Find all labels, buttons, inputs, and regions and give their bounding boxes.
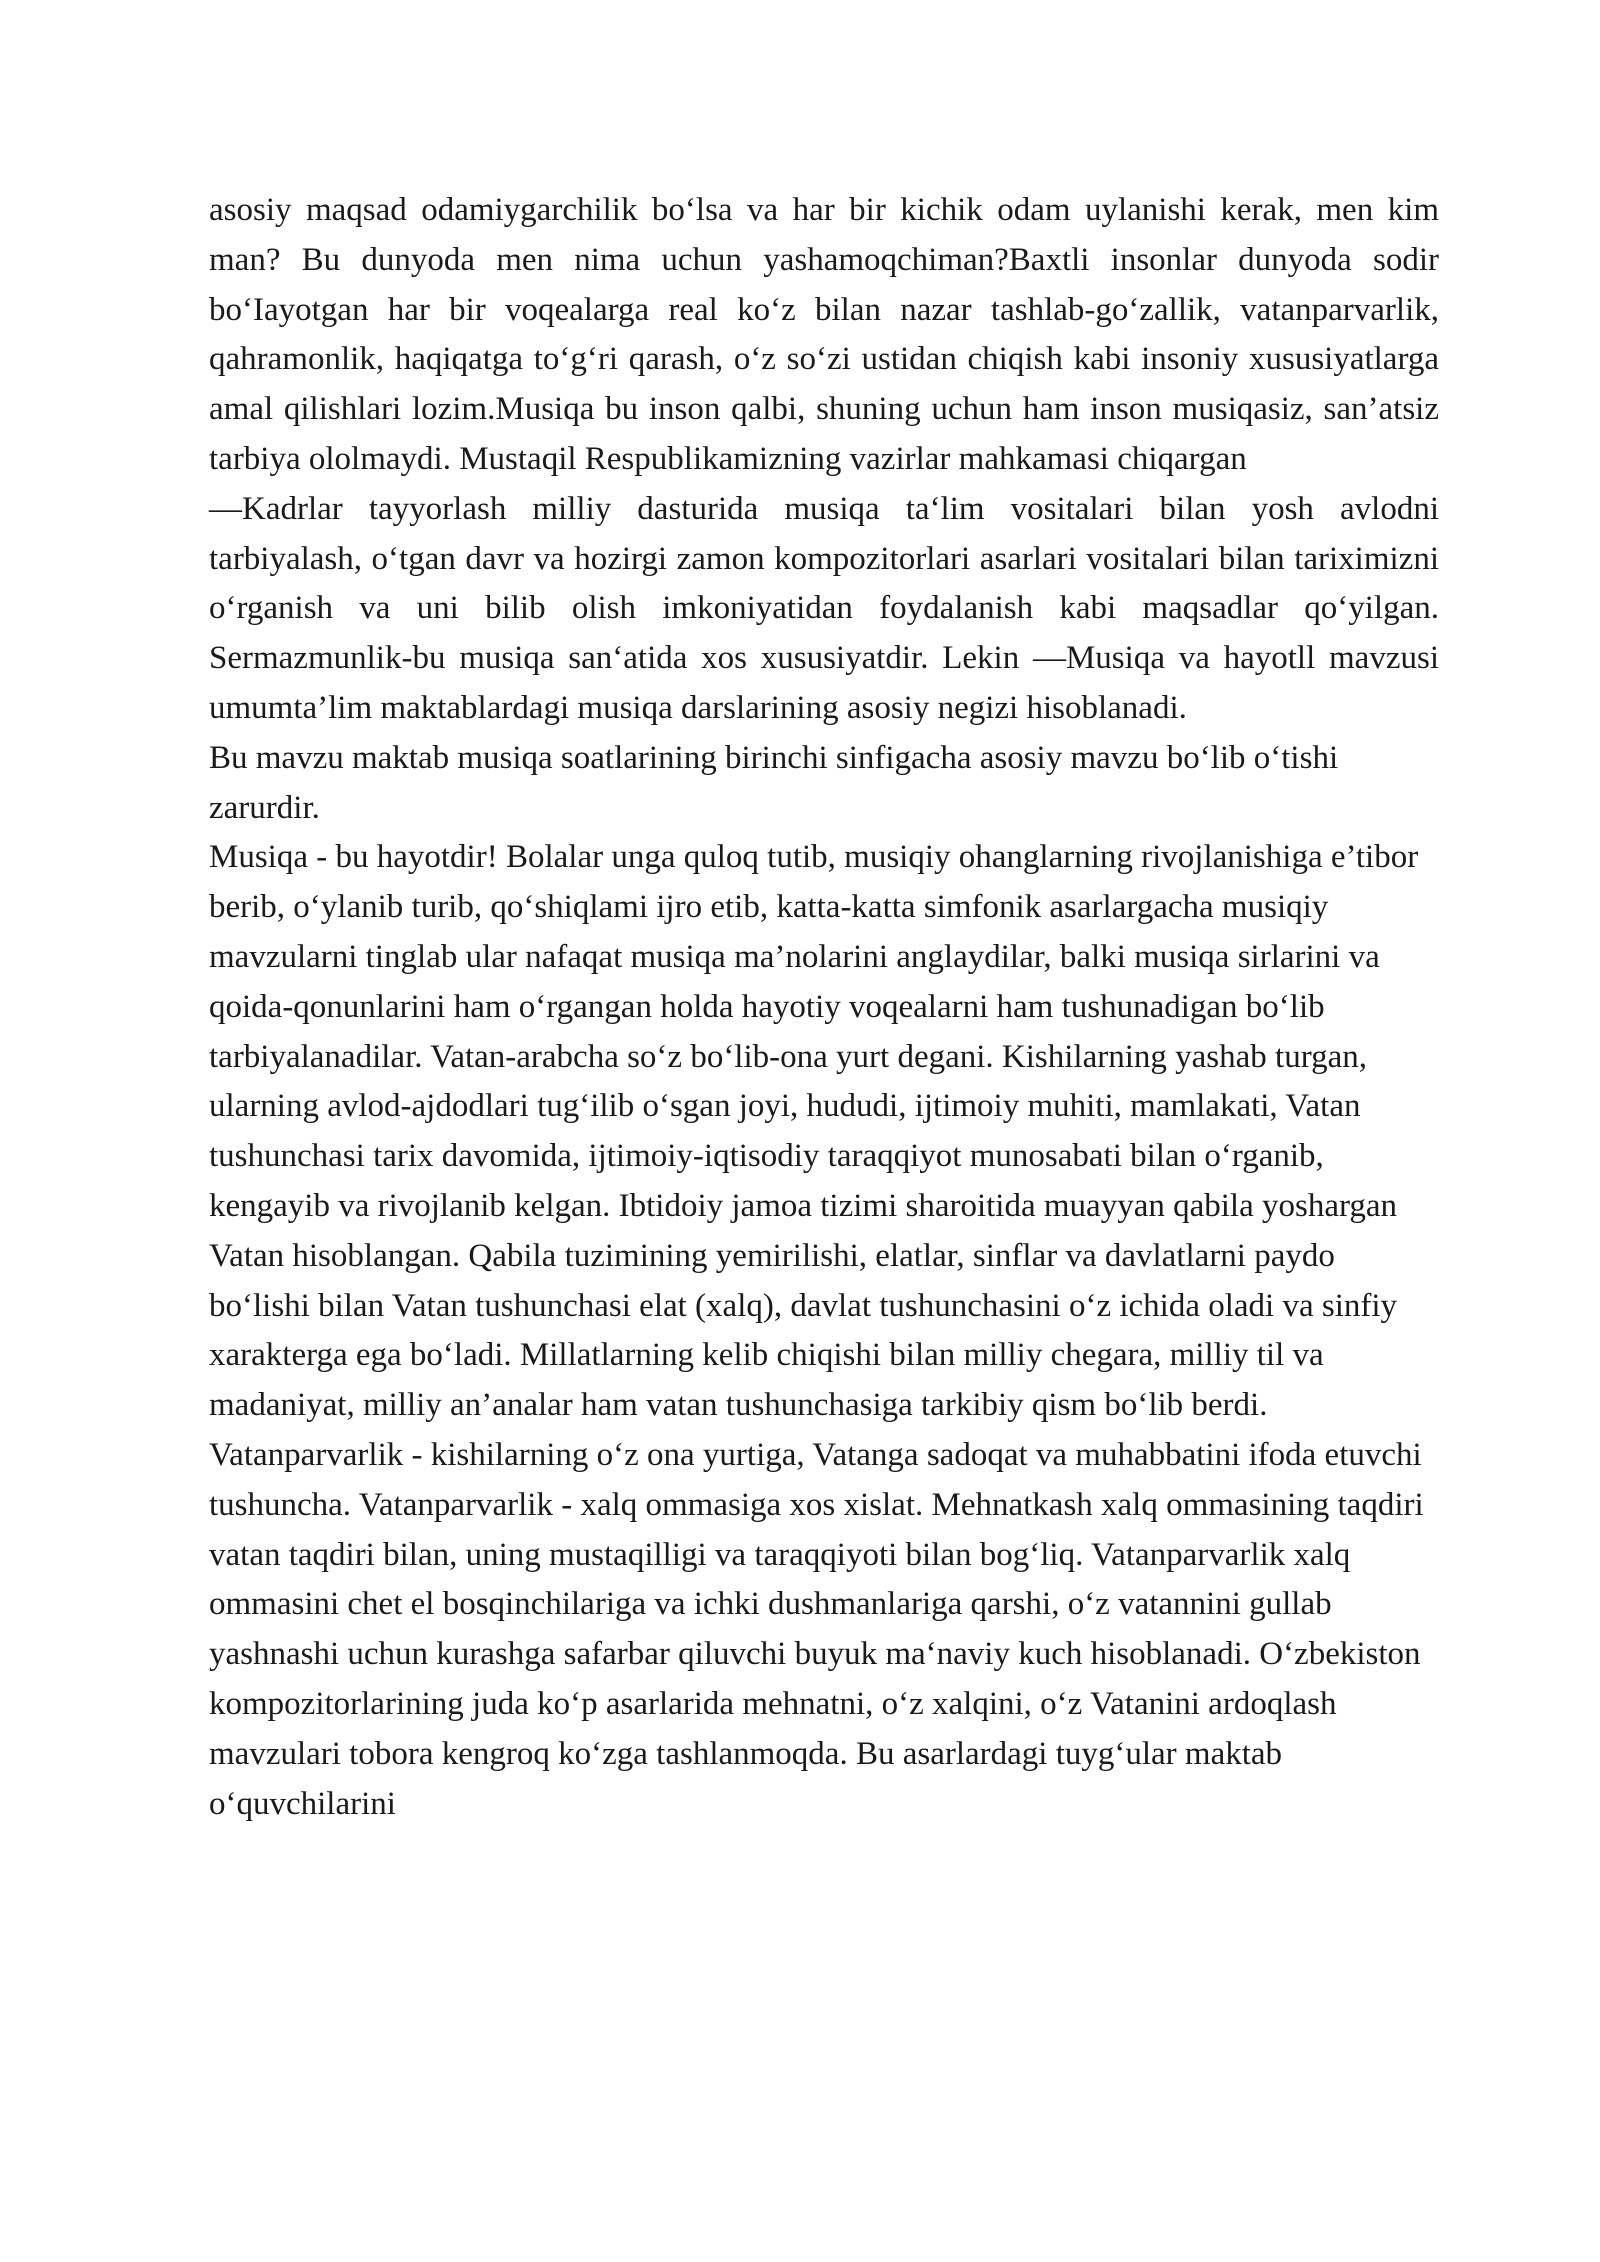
paragraph-3: Bu mavzu maktab musiqa soatlarining birinchi sinfigacha asosiy mavzu bo‘lib o‘tishi zarurdir.	[209, 739, 1339, 826]
paragraph-2: —Kadrlar tayyorlash milliy dasturida musiqa ta‘lim vositalari bilan yosh avlodni tarbiyalash, o‘tgan davr va hozirgi zamon kompozitorlari asarlari vositalari bilan tariximizni o‘rganish va uni bilib olish imkoniyatidan foydalanish kabi maqsadlar qo‘yilgan. Sermazmunlik-bu musiqa san‘atida xos xususiyatdir. Lekin —Musiqa va hayotll mavzusi umumta’lim maktablardagi musiqa darslarining asosiy negizi hisoblanadi.	[209, 490, 1439, 726]
paragraph-1: asosiy maqsad odamiygarchilik bo‘lsa va har bir kichik odam uylanishi kerak, men kim man? Bu dunyoda men nima uchun yashamoqchiman?Baxtli insonlar dunyoda sodir bo‘Iayotgan har bir voqealarga real ko‘z bilan nazar tashlab-go‘zallik, vatanparvarlik, qahramonlik, haqiqatga to‘g‘ri qarash, o‘z so‘zi ustidan chiqish kabi insoniy xususiyatlarga amal qilishlari lozim.Musiqa bu inson qalbi, shuning uchun ham inson musiqasiz, san’atsiz tarbiya ololmaydi. Mustaqil Respublikamizning vazirlar mahkamasi chiqargan	[209, 192, 1439, 477]
body-text	[209, 186, 1439, 1829]
paragraph-4: Musiqa - bu hayotdir! Bolalar unga quloq tutib, musiqiy ohanglarning rivojlanishiga e’tibor berib, o‘ylanib turib, qo‘shiqlami ijro etib, katta-katta simfonik asarlargacha musiqiy mavzularni tinglab ular nafaqat musiqa ma’nolarini anglaydilar, balki musiqa sirlarini va qoida-qonunlarini ham o‘rgangan holda hayotiy voqealarni ham tushunadigan bo‘lib tarbiyalanadilar. Vatan-arabcha so‘z bo‘lib-ona yurt degani. Kishilarning yashab turgan, ularning avlod-ajdodlari tug‘ilib o‘sgan joyi, hududi, ijtimoiy muhiti, mamlakati, Vatan tushunchasi tarix davomida, ijtimoiy-iqtisodiy taraqqiyot munosabati bilan o‘rganib, kengayib va rivojlanib kelgan. Ibtidoiy jamoa tizimi sharoitida muayyan qabila yoshargan Vatan hisoblangan. Qabila tuzimining yemirilishi, elatlar, sinflar va davlatlarni paydo bo‘lishi bilan Vatan tushunchasi elat (xalq), davlat tushunchasini o‘z ichida oladi va sinfiy xarakterga ega bo‘ladi. Millatlarning kelib chiqishi bilan milliy chegara, milliy til va madaniyat, milliy an’analar ham vatan tushunchasiga tarkibiy qism bo‘lib berdi. Vatanparvarlik - kishilarning o‘z ona yurtiga, Vatanga sadoqat va muhabbatini ifoda etuvchi tushuncha. Vatanparvarlik - xalq ommasiga xos xislat. Mehnatkash xalq ommasining taqdiri vatan taqdiri bilan, uning mustaqilligi va taraqqiyoti bilan bog‘liq. Vatanparvarlik xalq ommasini chet el bosqinchilariga va ichki dushmanlariga qarshi, o‘z vatannini gullab yashnashi uchun kurashga safarbar qiluvchi buyuk ma‘naviy kuch hisoblanadi. O‘zbekiston kompozitorlarining juda ko‘p asarlarida mehnatni, o‘z xalqini, o‘z Vatanini ardoqlash mavzulari tobora kengroq ko‘zga tashlanmoqda. Bu asarlardagi tuyg‘ular maktab o‘quvchilarini	[209, 839, 1424, 1822]
